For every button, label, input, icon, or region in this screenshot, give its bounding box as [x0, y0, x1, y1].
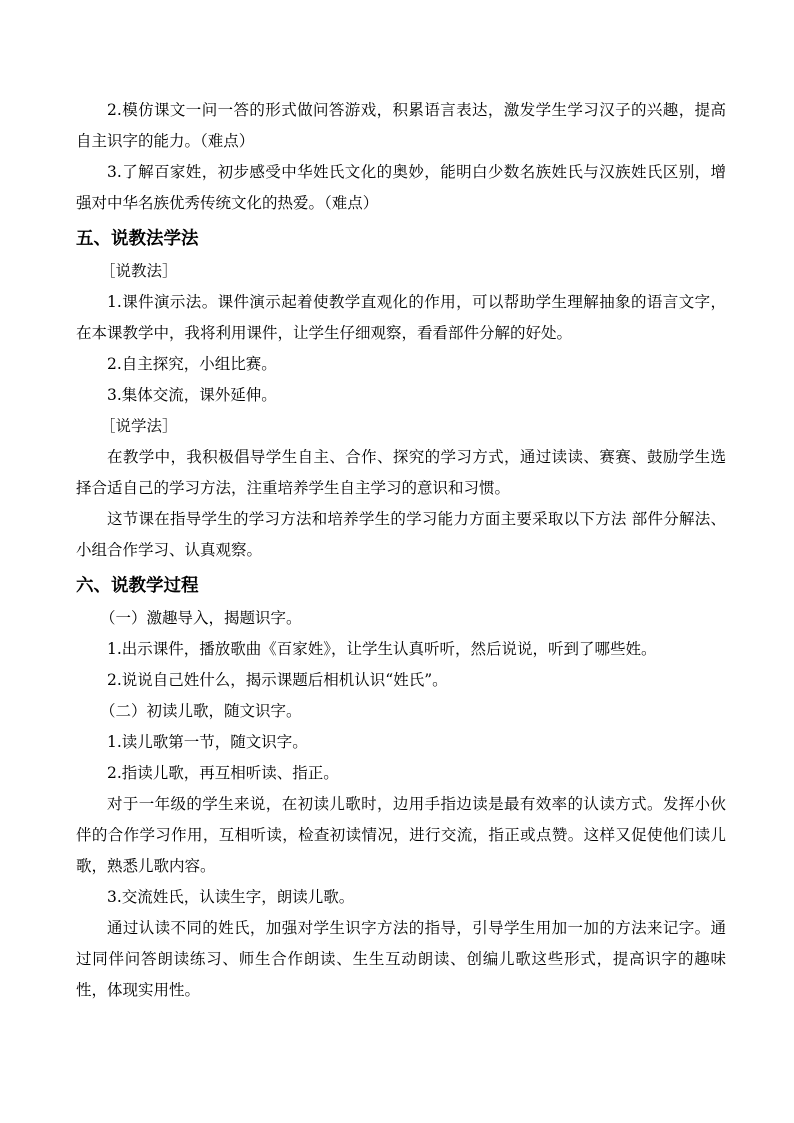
heading-teaching-process: 六、说教学过程 [76, 576, 199, 596]
paragraph-step1-2: 2.说说自己姓什么，揭示课题后相机认识“姓氏”。 [107, 671, 448, 689]
paragraph-objective-2: 2.模仿课文一问一答的形式做问答游戏，积累语言表达，激发学生学习汉子的兴趣，提高自主识字的能力。（难点） [76, 101, 726, 150]
paragraph-step2-explain: 对于一年级的学生来说，在初读儿歌时，边用手指边读是最有效率的认读方式。发挥小伙伴的合作学习作用，互相听读，检查初读情况，进行交流，指正或点赞。这样又促使他们读儿歌，熟悉儿歌内容。 [76, 795, 726, 875]
paragraph-objective-3: 3.了解百家姓，初步感受中华姓氏文化的奥妙，能明白少数名族姓氏与汉族姓氏区别，增强对中华名族优秀传统文化的热爱。（难点） [76, 163, 726, 212]
subheading-step-2: （二）初读儿歌，随文识字。 [100, 702, 302, 720]
subheading-teaching-method: ［说教法］ [100, 262, 178, 280]
paragraph-method-2: 2.自主探究，小组比赛。 [107, 355, 277, 373]
heading-teaching-methods: 五、说教法学法 [76, 229, 199, 249]
paragraph-step2-1: 1.读儿歌第一节，随文识字。 [107, 733, 308, 751]
paragraph-step2-summary: 通过认读不同的姓氏，加强对学生识字方法的指导，引导学生用加一加的方法来记字。通过同伴问答朗读练习、师生合作朗读、生生互动朗读、创编儿歌这些形式，提高识字的趣味性，体现实用性。 [76, 919, 726, 999]
paragraph-learning-2: 这节课在指导学生的学习方法和培养学生的学习能力方面主要采取以下方法 部件分解法、小组合作学习、认真观察。 [76, 510, 726, 559]
paragraph-method-3: 3.集体交流，课外延伸。 [107, 386, 277, 404]
paragraph-step1-1: 1.出示课件，播放歌曲《百家姓》，让学生认真听听，然后说说，听到了哪些姓。 [107, 640, 657, 658]
subheading-step-1: （一）激趣导入，揭题识字。 [100, 609, 302, 627]
document-page [76, 95, 726, 1006]
subheading-learning-method: ［说学法］ [100, 417, 178, 435]
paragraph-learning-1: 在教学中，我积极倡导学生自主、合作、探究的学习方式，通过读读、赛赛、鼓励学生选择合适自己的学习方法，注重培养学生自主学习的意识和习惯。 [76, 448, 726, 497]
paragraph-step2-3: 3.交流姓氏，认读生字，朗读儿歌。 [107, 888, 355, 906]
paragraph-step2-2: 2.指读儿歌，再互相听读、指正。 [107, 764, 339, 782]
paragraph-method-1: 1.课件演示法。课件演示起着使教学直观化的作用，可以帮助学生理解抽象的语言文字，在本课教学中，我将利用课件，让学生仔细观察，看看部件分解的好处。 [76, 293, 726, 342]
